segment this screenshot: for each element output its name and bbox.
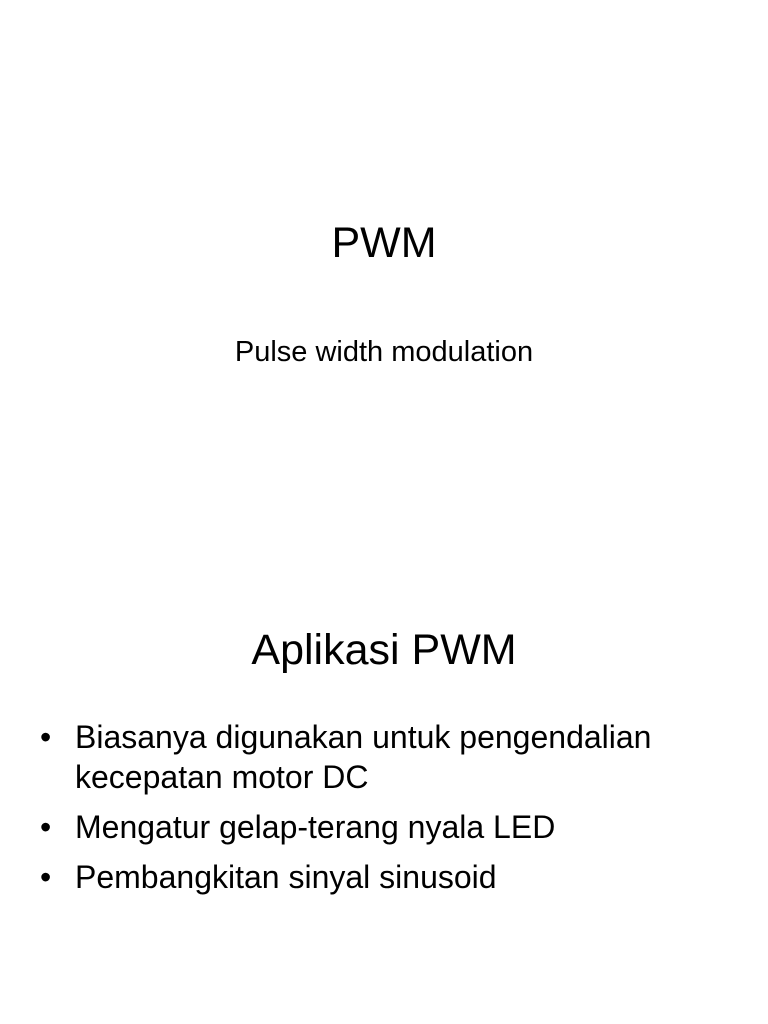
bullet-icon: • [40,859,52,895]
bullet-text: Pembangkitan sinyal sinusoid [75,859,497,895]
bullet-item [40,717,740,797]
slide-subtitle: Pulse width modulation [234,336,534,368]
bullet-icon: • [40,719,52,755]
slide-title: PWM [331,219,437,267]
bullet-icon: • [40,809,52,845]
bullet-list [40,717,740,907]
slide-title: Aplikasi PWM [251,626,517,674]
slide-2 [0,512,768,1024]
bullet-text: Biasanya digunakan untuk pengendalian kecepatan motor DC [75,719,652,795]
bullet-item [40,857,740,897]
bullet-item [40,807,740,847]
bullet-text: Mengatur gelap-terang nyala LED [75,809,556,845]
